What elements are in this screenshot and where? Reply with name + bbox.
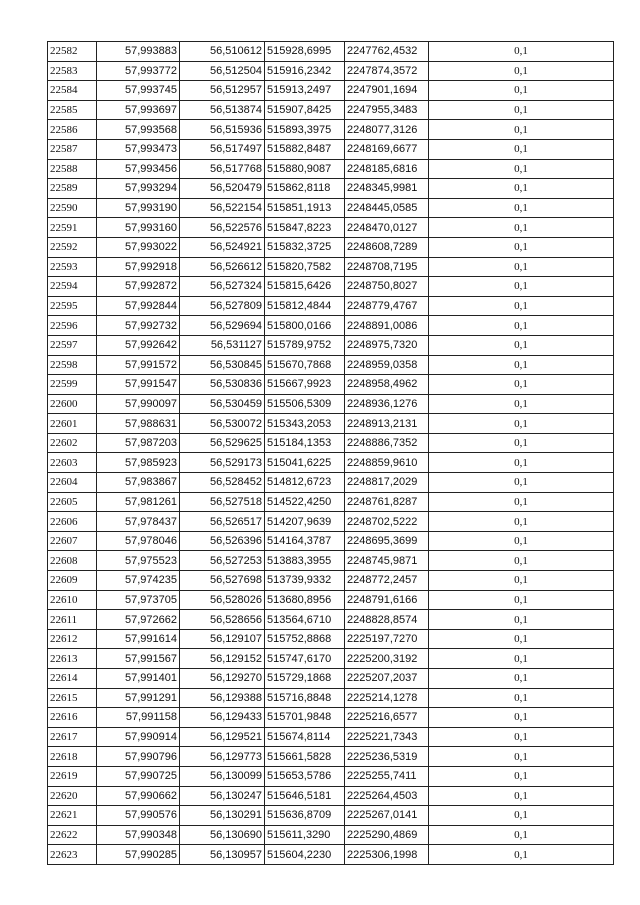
point-number-cell: 22614 — [48, 669, 97, 689]
y-coordinate-cell: 2248750,8027 — [345, 277, 429, 297]
latitude-cell: 57,991614 — [97, 629, 180, 649]
accuracy-cell: 0,1 — [429, 610, 614, 630]
table-row — [48, 590, 614, 610]
latitude-cell: 57,973705 — [97, 590, 180, 610]
point-number-cell: 22593 — [48, 257, 97, 277]
y-coordinate-cell: 2225267,0141 — [345, 806, 429, 826]
y-coordinate-cell: 2225236,5319 — [345, 747, 429, 767]
x-coordinate-cell: 515604,2230 — [265, 845, 345, 865]
latitude-cell: 57,993568 — [97, 120, 180, 140]
accuracy-cell: 0,1 — [429, 688, 614, 708]
accuracy-cell: 0,1 — [429, 669, 614, 689]
accuracy-cell: 0,1 — [429, 786, 614, 806]
latitude-cell: 57,993294 — [97, 179, 180, 199]
latitude-cell: 57,992642 — [97, 335, 180, 355]
accuracy-cell: 0,1 — [429, 551, 614, 571]
longitude-cell: 56,528656 — [180, 610, 265, 630]
point-number-cell: 22584 — [48, 81, 97, 101]
point-number-cell: 22609 — [48, 571, 97, 591]
latitude-cell: 57,978437 — [97, 512, 180, 532]
x-coordinate-cell: 515851,1913 — [265, 198, 345, 218]
latitude-cell: 57,993473 — [97, 139, 180, 159]
x-coordinate-cell: 515815,6426 — [265, 277, 345, 297]
longitude-cell: 56,512504 — [180, 61, 265, 81]
longitude-cell: 56,527253 — [180, 551, 265, 571]
table-row — [48, 531, 614, 551]
y-coordinate-cell: 2248708,7195 — [345, 257, 429, 277]
table-row — [48, 669, 614, 689]
table-row — [48, 708, 614, 728]
point-number-cell: 22615 — [48, 688, 97, 708]
accuracy-cell: 0,1 — [429, 81, 614, 101]
point-number-cell: 22586 — [48, 120, 97, 140]
latitude-cell: 57,993697 — [97, 100, 180, 120]
table-row — [48, 375, 614, 395]
point-number-cell: 22611 — [48, 610, 97, 630]
longitude-cell: 56,130690 — [180, 825, 265, 845]
longitude-cell: 56,531127 — [180, 335, 265, 355]
latitude-cell: 57,990348 — [97, 825, 180, 845]
point-number-cell: 22607 — [48, 531, 97, 551]
x-coordinate-cell: 515928,6995 — [265, 42, 345, 62]
latitude-cell: 57,992844 — [97, 296, 180, 316]
coordinates-table-body — [48, 42, 614, 865]
x-coordinate-cell: 515184,1353 — [265, 433, 345, 453]
y-coordinate-cell: 2248958,4962 — [345, 375, 429, 395]
point-number-cell: 22621 — [48, 806, 97, 826]
longitude-cell: 56,530836 — [180, 375, 265, 395]
point-number-cell: 22600 — [48, 394, 97, 414]
table-row — [48, 473, 614, 493]
latitude-cell: 57,991567 — [97, 649, 180, 669]
y-coordinate-cell: 2225264,4503 — [345, 786, 429, 806]
accuracy-cell: 0,1 — [429, 766, 614, 786]
longitude-cell: 56,129270 — [180, 669, 265, 689]
longitude-cell: 56,527698 — [180, 571, 265, 591]
accuracy-cell: 0,1 — [429, 433, 614, 453]
longitude-cell: 56,520479 — [180, 179, 265, 199]
y-coordinate-cell: 2248695,3699 — [345, 531, 429, 551]
accuracy-cell: 0,1 — [429, 492, 614, 512]
latitude-cell: 57,983867 — [97, 473, 180, 493]
x-coordinate-cell: 515670,7868 — [265, 355, 345, 375]
longitude-cell: 56,517497 — [180, 139, 265, 159]
table-row — [48, 100, 614, 120]
longitude-cell: 56,530459 — [180, 394, 265, 414]
y-coordinate-cell: 2225221,7343 — [345, 727, 429, 747]
point-number-cell: 22588 — [48, 159, 97, 179]
point-number-cell: 22620 — [48, 786, 97, 806]
y-coordinate-cell: 2248975,7320 — [345, 335, 429, 355]
latitude-cell: 57,991547 — [97, 375, 180, 395]
x-coordinate-cell: 515893,3975 — [265, 120, 345, 140]
y-coordinate-cell: 2225200,3192 — [345, 649, 429, 669]
point-number-cell: 22594 — [48, 277, 97, 297]
latitude-cell: 57,991572 — [97, 355, 180, 375]
accuracy-cell: 0,1 — [429, 198, 614, 218]
point-number-cell: 22587 — [48, 139, 97, 159]
latitude-cell: 57,988631 — [97, 414, 180, 434]
accuracy-cell: 0,1 — [429, 394, 614, 414]
latitude-cell: 57,991158 — [97, 708, 180, 728]
y-coordinate-cell: 2248936,1276 — [345, 394, 429, 414]
table-row — [48, 257, 614, 277]
longitude-cell: 56,528452 — [180, 473, 265, 493]
longitude-cell: 56,130291 — [180, 806, 265, 826]
x-coordinate-cell: 515729,1868 — [265, 669, 345, 689]
x-coordinate-cell: 514207,9639 — [265, 512, 345, 532]
longitude-cell: 56,529694 — [180, 316, 265, 336]
latitude-cell: 57,993745 — [97, 81, 180, 101]
accuracy-cell: 0,1 — [429, 277, 614, 297]
table-row — [48, 120, 614, 140]
accuracy-cell: 0,1 — [429, 531, 614, 551]
x-coordinate-cell: 515506,5309 — [265, 394, 345, 414]
x-coordinate-cell: 513564,6710 — [265, 610, 345, 630]
table-row — [48, 629, 614, 649]
point-number-cell: 22582 — [48, 42, 97, 62]
point-number-cell: 22589 — [48, 179, 97, 199]
y-coordinate-cell: 2225207,2037 — [345, 669, 429, 689]
latitude-cell: 57,990796 — [97, 747, 180, 767]
accuracy-cell: 0,1 — [429, 139, 614, 159]
latitude-cell: 57,992732 — [97, 316, 180, 336]
x-coordinate-cell: 515752,8868 — [265, 629, 345, 649]
longitude-cell: 56,529173 — [180, 453, 265, 473]
accuracy-cell: 0,1 — [429, 708, 614, 728]
accuracy-cell: 0,1 — [429, 727, 614, 747]
point-number-cell: 22617 — [48, 727, 97, 747]
y-coordinate-cell: 2248470,0127 — [345, 218, 429, 238]
latitude-cell: 57,993772 — [97, 61, 180, 81]
table-row — [48, 649, 614, 669]
point-number-cell: 22618 — [48, 747, 97, 767]
y-coordinate-cell: 2225255,7411 — [345, 766, 429, 786]
table-row — [48, 571, 614, 591]
accuracy-cell: 0,1 — [429, 316, 614, 336]
longitude-cell: 56,526396 — [180, 531, 265, 551]
x-coordinate-cell: 515041,6225 — [265, 453, 345, 473]
latitude-cell: 57,993160 — [97, 218, 180, 238]
table-row — [48, 139, 614, 159]
x-coordinate-cell: 515747,6170 — [265, 649, 345, 669]
table-row — [48, 512, 614, 532]
x-coordinate-cell: 514812,6723 — [265, 473, 345, 493]
y-coordinate-cell: 2248891,0086 — [345, 316, 429, 336]
longitude-cell: 56,527518 — [180, 492, 265, 512]
longitude-cell: 56,130247 — [180, 786, 265, 806]
x-coordinate-cell: 515847,8223 — [265, 218, 345, 238]
x-coordinate-cell: 513680,8956 — [265, 590, 345, 610]
accuracy-cell: 0,1 — [429, 414, 614, 434]
point-number-cell: 22602 — [48, 433, 97, 453]
longitude-cell: 56,129521 — [180, 727, 265, 747]
table-row — [48, 747, 614, 767]
longitude-cell: 56,527324 — [180, 277, 265, 297]
table-row — [48, 277, 614, 297]
y-coordinate-cell: 2248791,6166 — [345, 590, 429, 610]
accuracy-cell: 0,1 — [429, 590, 614, 610]
x-coordinate-cell: 515916,2342 — [265, 61, 345, 81]
x-coordinate-cell: 513739,9332 — [265, 571, 345, 591]
accuracy-cell: 0,1 — [429, 747, 614, 767]
latitude-cell: 57,974235 — [97, 571, 180, 591]
point-number-cell: 22591 — [48, 218, 97, 238]
longitude-cell: 56,522576 — [180, 218, 265, 238]
longitude-cell: 56,526517 — [180, 512, 265, 532]
point-number-cell: 22595 — [48, 296, 97, 316]
latitude-cell: 57,990662 — [97, 786, 180, 806]
accuracy-cell: 0,1 — [429, 100, 614, 120]
table-row — [48, 551, 614, 571]
table-row — [48, 688, 614, 708]
accuracy-cell: 0,1 — [429, 453, 614, 473]
x-coordinate-cell: 514522,4250 — [265, 492, 345, 512]
x-coordinate-cell: 515674,8114 — [265, 727, 345, 747]
longitude-cell: 56,529625 — [180, 433, 265, 453]
y-coordinate-cell: 2248761,8287 — [345, 492, 429, 512]
x-coordinate-cell: 515646,5181 — [265, 786, 345, 806]
latitude-cell: 57,993022 — [97, 237, 180, 257]
table-row — [48, 198, 614, 218]
latitude-cell: 57,990914 — [97, 727, 180, 747]
accuracy-cell: 0,1 — [429, 179, 614, 199]
x-coordinate-cell: 515907,8425 — [265, 100, 345, 120]
y-coordinate-cell: 2248959,0358 — [345, 355, 429, 375]
x-coordinate-cell: 515716,8848 — [265, 688, 345, 708]
latitude-cell: 57,990576 — [97, 806, 180, 826]
point-number-cell: 22613 — [48, 649, 97, 669]
x-coordinate-cell: 515800,0166 — [265, 316, 345, 336]
point-number-cell: 22608 — [48, 551, 97, 571]
accuracy-cell: 0,1 — [429, 512, 614, 532]
y-coordinate-cell: 2248772,2457 — [345, 571, 429, 591]
point-number-cell: 22590 — [48, 198, 97, 218]
table-row — [48, 727, 614, 747]
x-coordinate-cell: 515343,2053 — [265, 414, 345, 434]
x-coordinate-cell: 515913,2497 — [265, 81, 345, 101]
longitude-cell: 56,522154 — [180, 198, 265, 218]
x-coordinate-cell: 515611,3290 — [265, 825, 345, 845]
accuracy-cell: 0,1 — [429, 218, 614, 238]
longitude-cell: 56,526612 — [180, 257, 265, 277]
point-number-cell: 22616 — [48, 708, 97, 728]
latitude-cell: 57,990285 — [97, 845, 180, 865]
x-coordinate-cell: 515812,4844 — [265, 296, 345, 316]
accuracy-cell: 0,1 — [429, 825, 614, 845]
point-number-cell: 22585 — [48, 100, 97, 120]
accuracy-cell: 0,1 — [429, 473, 614, 493]
accuracy-cell: 0,1 — [429, 159, 614, 179]
accuracy-cell: 0,1 — [429, 42, 614, 62]
table-row — [48, 355, 614, 375]
latitude-cell: 57,993883 — [97, 42, 180, 62]
longitude-cell: 56,129152 — [180, 649, 265, 669]
table-row — [48, 296, 614, 316]
y-coordinate-cell: 2248817,2029 — [345, 473, 429, 493]
latitude-cell: 57,991291 — [97, 688, 180, 708]
y-coordinate-cell: 2247901,1694 — [345, 81, 429, 101]
point-number-cell: 22598 — [48, 355, 97, 375]
y-coordinate-cell: 2248185,6816 — [345, 159, 429, 179]
y-coordinate-cell: 2248077,3126 — [345, 120, 429, 140]
y-coordinate-cell: 2225290,4869 — [345, 825, 429, 845]
latitude-cell: 57,985923 — [97, 453, 180, 473]
accuracy-cell: 0,1 — [429, 571, 614, 591]
point-number-cell: 22599 — [48, 375, 97, 395]
longitude-cell: 56,517768 — [180, 159, 265, 179]
latitude-cell: 57,975523 — [97, 551, 180, 571]
x-coordinate-cell: 515832,3725 — [265, 237, 345, 257]
table-row — [48, 806, 614, 826]
y-coordinate-cell: 2248745,9871 — [345, 551, 429, 571]
point-number-cell: 22623 — [48, 845, 97, 865]
longitude-cell: 56,129773 — [180, 747, 265, 767]
latitude-cell: 57,978046 — [97, 531, 180, 551]
longitude-cell: 56,130099 — [180, 766, 265, 786]
point-number-cell: 22603 — [48, 453, 97, 473]
longitude-cell: 56,129107 — [180, 629, 265, 649]
y-coordinate-cell: 2248886,7352 — [345, 433, 429, 453]
latitude-cell: 57,993456 — [97, 159, 180, 179]
table-row — [48, 414, 614, 434]
latitude-cell: 57,987203 — [97, 433, 180, 453]
y-coordinate-cell: 2247874,3572 — [345, 61, 429, 81]
latitude-cell: 57,992918 — [97, 257, 180, 277]
table-row — [48, 81, 614, 101]
y-coordinate-cell: 2248169,6677 — [345, 139, 429, 159]
longitude-cell: 56,129433 — [180, 708, 265, 728]
table-row — [48, 159, 614, 179]
accuracy-cell: 0,1 — [429, 237, 614, 257]
table-row — [48, 845, 614, 865]
latitude-cell: 57,981261 — [97, 492, 180, 512]
longitude-cell: 56,530072 — [180, 414, 265, 434]
table-row — [48, 766, 614, 786]
table-row — [48, 453, 614, 473]
accuracy-cell: 0,1 — [429, 335, 614, 355]
longitude-cell: 56,129388 — [180, 688, 265, 708]
x-coordinate-cell: 515636,8709 — [265, 806, 345, 826]
table-row — [48, 610, 614, 630]
latitude-cell: 57,992872 — [97, 277, 180, 297]
point-number-cell: 22596 — [48, 316, 97, 336]
x-coordinate-cell: 515880,9087 — [265, 159, 345, 179]
table-row — [48, 218, 614, 238]
accuracy-cell: 0,1 — [429, 806, 614, 826]
latitude-cell: 57,990097 — [97, 394, 180, 414]
y-coordinate-cell: 2225214,1278 — [345, 688, 429, 708]
table-row — [48, 394, 614, 414]
x-coordinate-cell: 515820,7582 — [265, 257, 345, 277]
x-coordinate-cell: 515882,8487 — [265, 139, 345, 159]
y-coordinate-cell: 2248913,2131 — [345, 414, 429, 434]
y-coordinate-cell: 2225197,7270 — [345, 629, 429, 649]
longitude-cell: 56,512957 — [180, 81, 265, 101]
y-coordinate-cell: 2248702,5222 — [345, 512, 429, 532]
y-coordinate-cell: 2247955,3483 — [345, 100, 429, 120]
latitude-cell: 57,990725 — [97, 766, 180, 786]
y-coordinate-cell: 2248859,9610 — [345, 453, 429, 473]
point-number-cell: 22605 — [48, 492, 97, 512]
y-coordinate-cell: 2247762,4532 — [345, 42, 429, 62]
latitude-cell: 57,993190 — [97, 198, 180, 218]
point-number-cell: 22601 — [48, 414, 97, 434]
x-coordinate-cell: 515653,5786 — [265, 766, 345, 786]
accuracy-cell: 0,1 — [429, 629, 614, 649]
table-row — [48, 61, 614, 81]
point-number-cell: 22592 — [48, 237, 97, 257]
accuracy-cell: 0,1 — [429, 296, 614, 316]
accuracy-cell: 0,1 — [429, 649, 614, 669]
longitude-cell: 56,515936 — [180, 120, 265, 140]
point-number-cell: 22619 — [48, 766, 97, 786]
point-number-cell: 22610 — [48, 590, 97, 610]
point-number-cell: 22604 — [48, 473, 97, 493]
point-number-cell: 22622 — [48, 825, 97, 845]
x-coordinate-cell: 515667,9923 — [265, 375, 345, 395]
y-coordinate-cell: 2225306,1998 — [345, 845, 429, 865]
x-coordinate-cell: 514164,3787 — [265, 531, 345, 551]
longitude-cell: 56,524921 — [180, 237, 265, 257]
longitude-cell: 56,130957 — [180, 845, 265, 865]
x-coordinate-cell: 513883,3955 — [265, 551, 345, 571]
table-row — [48, 179, 614, 199]
table-row — [48, 786, 614, 806]
point-number-cell: 22583 — [48, 61, 97, 81]
latitude-cell: 57,972662 — [97, 610, 180, 630]
accuracy-cell: 0,1 — [429, 375, 614, 395]
latitude-cell: 57,991401 — [97, 669, 180, 689]
y-coordinate-cell: 2248345,9981 — [345, 179, 429, 199]
table-row — [48, 42, 614, 62]
x-coordinate-cell: 515701,9848 — [265, 708, 345, 728]
accuracy-cell: 0,1 — [429, 120, 614, 140]
y-coordinate-cell: 2248779,4767 — [345, 296, 429, 316]
point-number-cell: 22597 — [48, 335, 97, 355]
table-row — [48, 492, 614, 512]
point-number-cell: 22606 — [48, 512, 97, 532]
accuracy-cell: 0,1 — [429, 257, 614, 277]
accuracy-cell: 0,1 — [429, 61, 614, 81]
point-number-cell: 22612 — [48, 629, 97, 649]
table-row — [48, 433, 614, 453]
x-coordinate-cell: 515862,8118 — [265, 179, 345, 199]
table-row — [48, 335, 614, 355]
coordinates-table — [47, 41, 614, 865]
longitude-cell: 56,510612 — [180, 42, 265, 62]
accuracy-cell: 0,1 — [429, 845, 614, 865]
y-coordinate-cell: 2248828,8574 — [345, 610, 429, 630]
table-row — [48, 825, 614, 845]
y-coordinate-cell: 2248445,0585 — [345, 198, 429, 218]
x-coordinate-cell: 515661,5828 — [265, 747, 345, 767]
table-row — [48, 237, 614, 257]
longitude-cell: 56,527809 — [180, 296, 265, 316]
y-coordinate-cell: 2225216,6577 — [345, 708, 429, 728]
y-coordinate-cell: 2248608,7289 — [345, 237, 429, 257]
longitude-cell: 56,513874 — [180, 100, 265, 120]
longitude-cell: 56,530845 — [180, 355, 265, 375]
longitude-cell: 56,528026 — [180, 590, 265, 610]
x-coordinate-cell: 515789,9752 — [265, 335, 345, 355]
accuracy-cell: 0,1 — [429, 355, 614, 375]
table-row — [48, 316, 614, 336]
